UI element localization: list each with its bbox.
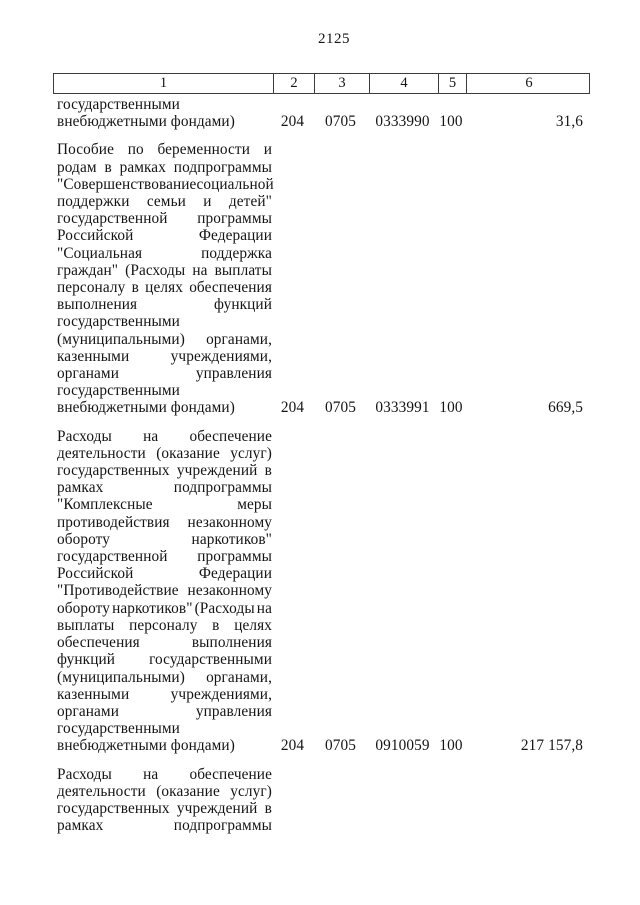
row-text-line: функций государственными (57, 651, 272, 669)
cell-value-col2: 204 (280, 113, 305, 131)
column-header-5: 5 (438, 74, 466, 93)
cell-value-col4: 0333990 (375, 113, 430, 131)
cell-value-col4: 0910059 (375, 737, 430, 755)
row-text-line: родам в рамках подпрограммы (57, 158, 272, 176)
row-text-line: обороту наркотиков" (57, 530, 272, 548)
row-text-line: государственных учреждений в (57, 799, 272, 817)
row-text-line: деятельности (оказание услуг) (57, 782, 272, 800)
cell-value-col6: 217 157,8 (520, 737, 583, 755)
row-text-line: (муниципальными) органами, (57, 330, 272, 348)
table-header-row (53, 73, 590, 94)
row-text-line: Расходы на обеспечение (57, 427, 272, 445)
cell-value-col5: 100 (439, 399, 463, 417)
row-text-line: "Противодействие незаконному (57, 582, 272, 600)
cell-name (53, 96, 272, 130)
row-text-line: органами управления (57, 702, 272, 720)
row-text-line: государственной программы (57, 210, 272, 228)
cell-value-col5: 100 (439, 113, 463, 131)
row-text-line: рамках подпрограммы (57, 479, 272, 497)
cell-value-col3: 0705 (325, 113, 356, 131)
row-text-line: внебюджетными фондами) (57, 399, 235, 417)
row-text-line: Расходы на обеспечение (57, 765, 272, 783)
row-text-line: деятельности (оказание услуг) (57, 444, 272, 462)
row-text-line: внебюджетными фондами) (57, 113, 235, 131)
row-text-line: Российской Федерации (57, 227, 272, 245)
row-text-line: государственными (57, 96, 180, 113)
row-text-line: граждан" (Расходы на выплаты (57, 261, 272, 279)
column-header-4: 4 (369, 74, 438, 93)
table-row (53, 96, 590, 130)
row-text-line: государственными (57, 313, 180, 331)
cell-value-col2: 204 (280, 399, 305, 417)
row-text-line: государственных учреждений в (57, 462, 272, 480)
row-text-line: "Комплексные меры (57, 496, 272, 514)
row-text-line: государственными (57, 382, 180, 400)
row-text-line: противодействия незаконному (57, 513, 272, 531)
table-row (53, 766, 590, 835)
page-number: 2125 (318, 31, 350, 47)
row-text-line: поддержки семьи и детей" (57, 193, 272, 211)
cell-value-col6: 669,5 (548, 399, 583, 417)
row-text-line: государственной программы (57, 548, 272, 566)
row-text-line: выплаты персоналу в целях (57, 616, 272, 634)
row-text-line: персоналу в целях обеспечения (57, 279, 272, 297)
cell-name (53, 141, 272, 416)
column-header-1: 1 (159, 75, 168, 91)
table-row (53, 428, 590, 755)
row-text-line: рамках подпрограммы (57, 817, 272, 835)
cell-value-col4: 0333991 (375, 399, 430, 417)
column-header-6: 6 (466, 74, 591, 93)
column-header-3: 3 (314, 74, 369, 93)
cell-value-col2: 204 (280, 737, 305, 755)
row-text-line: Пособие по беременности и (57, 141, 272, 159)
row-text-line: выполнения функций (57, 296, 272, 314)
table-body (53, 96, 590, 834)
row-text-line: органами управления (57, 365, 272, 383)
column-header-2: 2 (273, 74, 314, 93)
cell-value-col3: 0705 (325, 737, 356, 755)
table-row (53, 141, 590, 416)
row-text-line: казенными учреждениями, (57, 347, 272, 365)
cell-value-col5: 100 (439, 737, 463, 755)
row-text-line: "Социальная поддержка (57, 244, 272, 262)
row-text-line: обороту наркотиков" (Расходы на (57, 599, 272, 617)
row-text-line: Российской Федерации (57, 565, 272, 583)
cell-value-col6: 31,6 (555, 113, 583, 131)
row-text-line: обеспечения выполнения (57, 634, 272, 652)
row-text-line: государственными (57, 720, 180, 738)
cell-name (53, 766, 272, 835)
row-text-line: "Совершенствование социальной (57, 175, 274, 193)
row-text-line: (муниципальными) органами, (57, 668, 272, 686)
row-text-line: внебюджетными фондами) (57, 737, 235, 755)
row-text-line: казенными учреждениями, (57, 685, 272, 703)
cell-value-col3: 0705 (325, 399, 356, 417)
cell-name (53, 428, 272, 755)
